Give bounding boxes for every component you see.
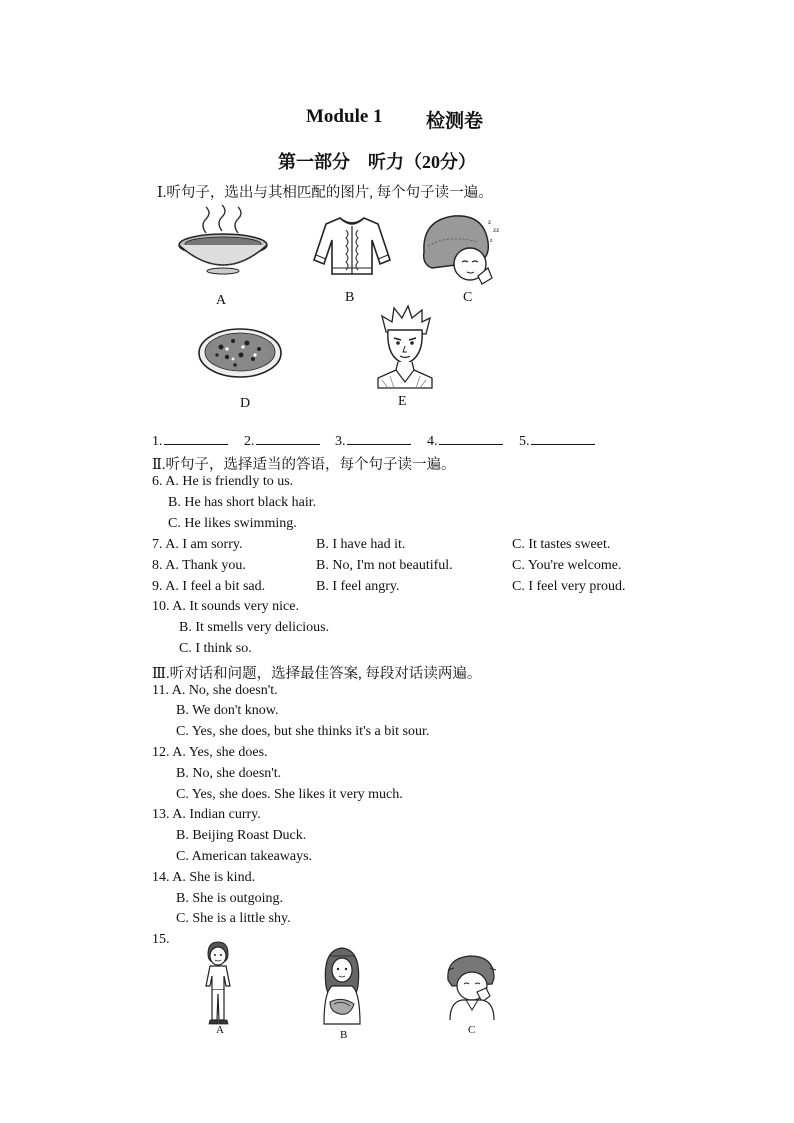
q6-option-a: 6. A. He is friendly to us. [152,474,294,489]
q13-option-a: 13. A. Indian curry. [152,807,261,822]
sleepy-child-icon [418,212,504,288]
q9-option-b: B. I feel angry. [316,579,400,594]
q13-option-c: C. American takeaways. [176,849,313,864]
q10-option-a: 10. A. It sounds very nice. [152,599,299,614]
sweater-icon [312,216,392,278]
q11-option-a: 11. A. No, she doesn't. [152,683,278,698]
section3-instruction: Ⅲ.听对话和问题，选择最佳答案, 每段对话读两遍。 [152,666,482,682]
q8-option-a: 8. A. Thank you. [152,558,246,573]
q15-picture-label-c: C [468,1024,476,1036]
answer-blank-3[interactable]: 3. [335,432,411,450]
q10-option-c: C. I think so. [179,641,252,656]
q7-option-c: C. It tastes sweet. [512,537,611,552]
q11-option-c: C. Yes, she does, but she thinks it's a bit sour. [176,724,430,739]
q12-option-a: 12. A. Yes, she does. [152,745,268,760]
q11-option-b: B. We don't know. [176,703,279,718]
q12-option-b: B. No, she doesn't. [176,766,282,781]
q7-option-b: B. I have had it. [316,537,406,552]
standing-girl-icon [200,940,236,1026]
picture-label-d: D [240,396,251,411]
section1-instruction: Ⅰ.听句子，选出与其相匹配的图片, 每个句子读一遍。 [157,185,493,201]
page-title: Module 1 [306,106,383,127]
q13-option-b: B. Beijing Roast Duck. [176,828,307,843]
q15-picture-label-b: B [340,1029,348,1041]
section2-instruction: Ⅱ.听句子，选择适当的答语，每个句子读一遍。 [152,457,456,473]
q9-option-c: C. I feel very proud. [512,579,626,594]
q8-option-b: B. No, I'm not beautiful. [316,558,453,573]
q15-label: 15. [152,932,170,947]
q7-option-a: 7. A. I am sorry. [152,537,243,552]
picture-label-e: E [398,394,407,409]
q6-option-c: C. He likes swimming. [168,516,297,531]
long-hair-girl-icon [320,946,364,1028]
q9-option-a: 9. A. I feel a bit sad. [152,579,266,594]
shy-boy-icon [444,954,498,1020]
q10-option-b: B. It smells very delicious. [179,620,330,635]
q14-option-a: 14. A. She is kind. [152,870,256,885]
svg-text:z: z [488,218,492,226]
q6-option-b: B. He has short black hair. [168,495,317,510]
answer-blank-4[interactable]: 4. [427,432,503,450]
picture-label-a: A [216,293,227,308]
picture-label-b: B [345,290,355,305]
picture-label-c: C [463,290,473,305]
svg-text:zz: zz [493,226,500,234]
svg-text:z: z [490,238,493,244]
q12-option-c: C. Yes, she does. She likes it very much. [176,787,403,802]
q14-option-c: C. She is a little shy. [176,911,291,926]
answer-blank-5[interactable]: 5. [519,432,595,450]
q8-option-c: C. You're welcome. [512,558,622,573]
q14-option-b: B. She is outgoing. [176,891,283,906]
part-heading: 第一部分 听力（20分） [278,152,476,172]
answer-blank-2[interactable]: 2. [244,432,320,450]
pizza-icon [197,325,283,381]
q15-picture-label-a: A [216,1024,224,1036]
boy-face-icon [376,306,434,388]
answer-blank-1[interactable]: 1. [152,432,228,450]
page-title-cn: 检测卷 [426,111,484,132]
hot-soup-bowl-icon [176,205,272,277]
